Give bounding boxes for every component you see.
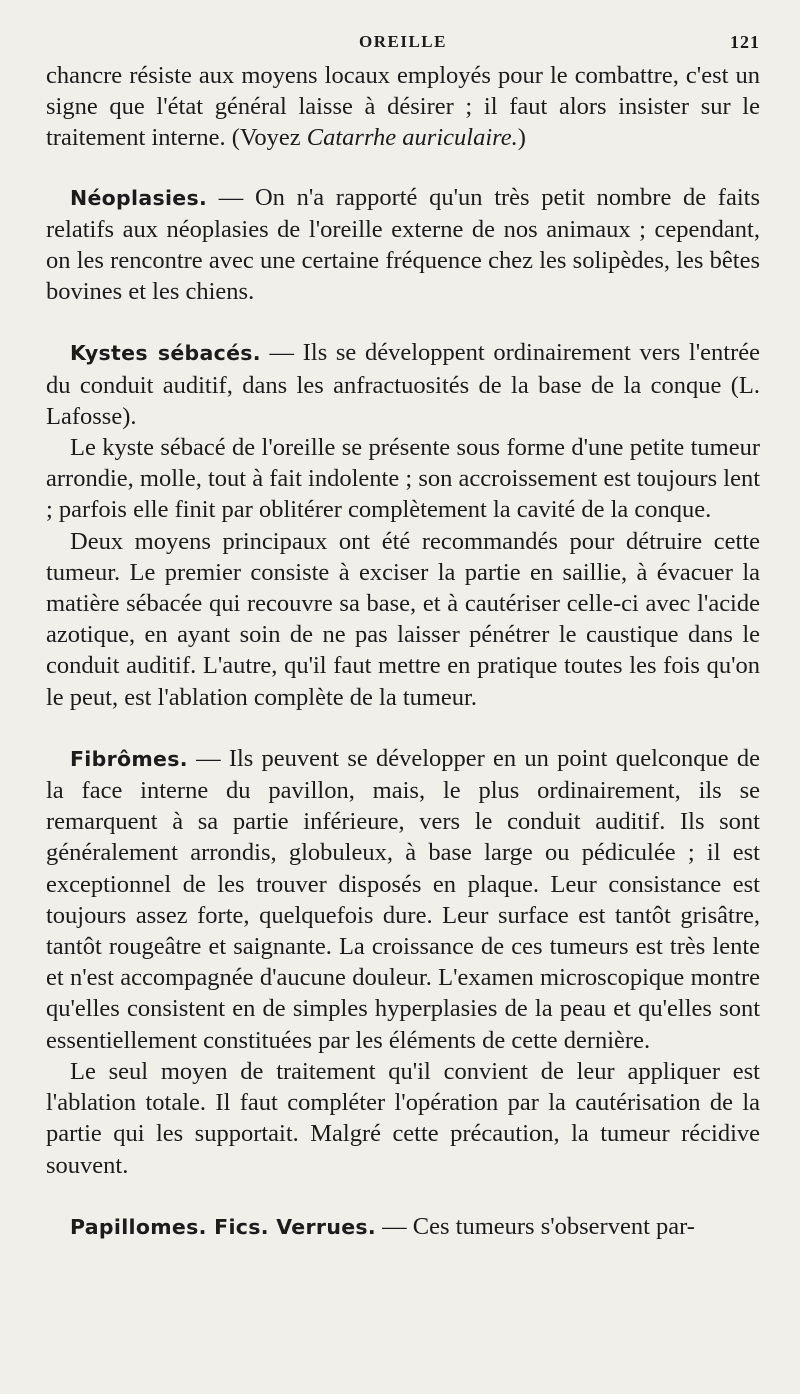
paragraph-papillomes bbox=[46, 1211, 760, 1243]
running-title: OREILLE bbox=[359, 32, 447, 51]
paragraph-text: — Ils peuvent se développer en un point quelconque de la face interne du pavillon, mais, le plus ordinairement, ils se remarquent à sa partie inférieure, vers le conduit auditif. Ils sont généralement arrondis, globuleux, à base large ou pédiculée ; il est exceptionnel de les trouver disposés en plaque. Leur consistance est toujours assez forte, quelquefois dure. Leur surface est tantôt grisâtre, tantôt rougeâtre et saignante. La croissance de ces tumeurs est très lente et n'est accompagnée d'aucune douleur. L'examen microscopique montre qu'elles consistent en de simples hyperplasies de la peau et qu'elles sont essentiellement constituées par les éléments de cette dernière. bbox=[46, 744, 760, 1054]
section-heading-neoplasies: Néoplasies. bbox=[70, 185, 208, 210]
paragraph-neoplasies bbox=[46, 182, 760, 308]
paragraph-text: — Ces tumeurs s'observent par- bbox=[376, 1212, 695, 1240]
paragraph-fibromes bbox=[46, 743, 760, 1056]
paragraph-kystes bbox=[46, 337, 760, 432]
paragraph-fibromes-treatment bbox=[46, 1056, 760, 1181]
paragraph-tail: ) bbox=[517, 124, 526, 152]
paragraph-text: Le seul moyen de traitement qu'il convient de leur appliquer est l'ablation totale. Il faut compléter l'opération par la cautérisation de la partie qui les supportait. Malgré cette précaution, la tumeur récidive souvent. bbox=[46, 1057, 760, 1179]
paragraph-text: — Ils se développent ordinairement vers l'entrée du conduit auditif, dans les anfractuosités de la base de la conque (L. Lafosse). bbox=[46, 339, 760, 430]
paragraph-kyste-treatment bbox=[46, 526, 760, 713]
running-header bbox=[46, 30, 760, 60]
section-heading-papillomes: Papillomes. Fics. Verrues. bbox=[70, 1214, 377, 1239]
paragraph-text: Le kyste sébacé de l'oreille se présente sous forme d'une petite tumeur arrondie, molle, tout à fait indolente ; son accroissement est toujours lent ; parfois elle finit par oblitérer complètement la cavité de la conque. bbox=[46, 434, 760, 524]
paragraph-kyste-description bbox=[46, 432, 760, 526]
paragraph-text: — On n'a rapporté qu'un très petit nombre de faits relatifs aux néoplasies de l'oreille externe de nos animaux ; cependant, on les rencontre avec une certaine fréquence chez les solipèdes, les bêtes bovines et les chiens. bbox=[46, 183, 760, 306]
page-number: 121 bbox=[730, 32, 760, 52]
section-heading-fibromes: Fibrômes. bbox=[70, 746, 188, 771]
paragraph-text: Deux moyens principaux ont été recommandés pour détruire cette tumeur. Le premier consiste à exciser la partie en saillie, à évacuer la matière sébacée qui recouvre sa base, et à cautériser celle-ci avec l'acide azotique, en ayant soin de ne pas laisser pénétrer le caustique dans le conduit auditif. L'autre, qu'il faut mettre en pratique toutes les fois qu'on le peut, est l'ablation complète de la tumeur. bbox=[46, 527, 760, 711]
cross-reference: Catarrhe auriculaire. bbox=[306, 124, 518, 152]
paragraph-continuation bbox=[46, 60, 760, 154]
paragraph-text: chancre résiste aux moyens locaux employés pour le combattre, c'est un signe que l'état général laisse à désirer ; il faut alors insister sur le traitement interne. (Voyez bbox=[46, 62, 760, 152]
section-heading-kystes: Kystes sébacés. bbox=[70, 341, 261, 366]
body-text bbox=[46, 60, 760, 1243]
